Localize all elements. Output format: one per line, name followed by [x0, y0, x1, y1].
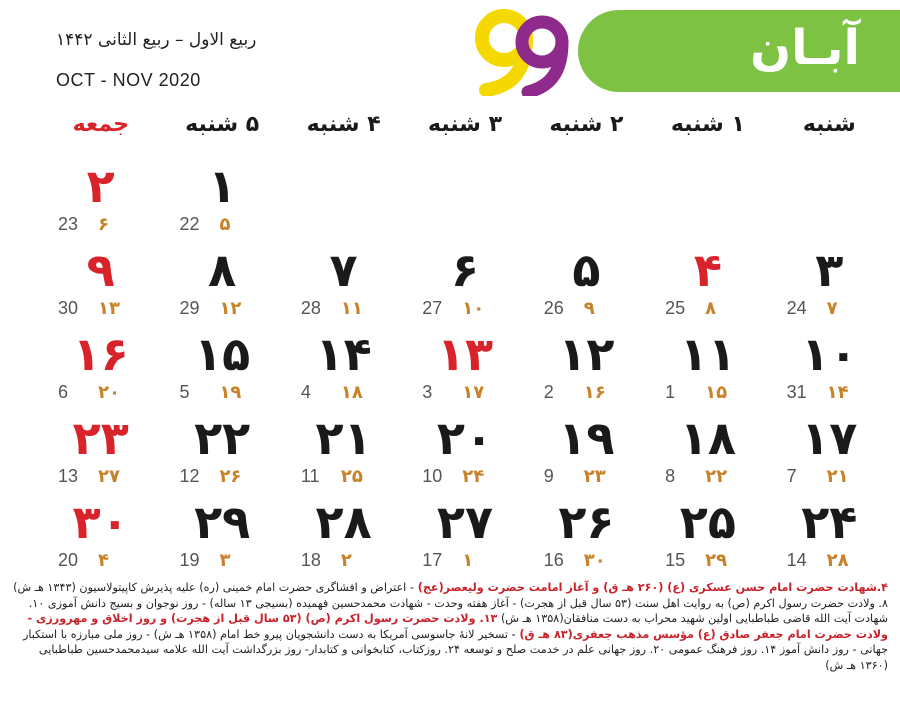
persian-day-number: ۱۱: [679, 327, 736, 381]
hijri-day-number: ۱: [462, 550, 474, 571]
hijri-day-number: ۲۰: [98, 382, 120, 403]
day-cell[interactable]: [40, 158, 161, 242]
persian-day-number: ۲۱: [315, 411, 372, 465]
day-cell[interactable]: [647, 410, 768, 494]
day-cell[interactable]: [161, 158, 282, 242]
hijri-day-number: ۲۷: [98, 466, 120, 487]
persian-day-number: ۲۴: [801, 495, 858, 549]
gregorian-day-number: 19: [179, 550, 200, 570]
persian-day-number: ۲۷: [436, 495, 494, 549]
event-text: - تسخیر لانهٔ جاسوسی آمریکا به دست دانشجویان پیرو خط امام (۱۳۵۸ هـ ش) - روز ملی مبارزه با استکبار جهانی - روز دانش آموز ۱۴. روز فرهنگ عمومی ۲۰. روز جهانی علم در خدمت صلح و توسعه ۲۴. روزکتاب، کتابخوانی و کتابدار- روز بزرگداشت آیت الله علامه سیدمحمدحسین طباطبایی (۱۳۶۰ هـ ش): [22, 627, 888, 672]
persian-day-number: ۲۹: [194, 495, 251, 549]
hijri-day-number: ۳۰: [583, 550, 606, 571]
persian-day-number: ۳۰: [72, 495, 129, 549]
gregorian-day-number: 13: [58, 466, 79, 486]
hijri-day-number: ۱۲: [219, 298, 242, 319]
day-cell[interactable]: [283, 410, 404, 494]
day-cell[interactable]: [769, 410, 890, 494]
gregorian-day-number: 24: [786, 298, 807, 318]
hijri-day-number: ۱۱: [340, 298, 363, 319]
day-cell[interactable]: [404, 494, 525, 578]
gregorian-day-number: 26: [543, 298, 564, 318]
hijri-day-number: ۲۴: [462, 466, 485, 487]
persian-day-number: ۱۹: [558, 411, 615, 465]
gregorian-day-number: 23: [58, 214, 79, 234]
weekday-6: جمعه: [72, 112, 129, 137]
day-cell[interactable]: [161, 410, 282, 494]
weekday-header: [40, 112, 890, 152]
gregorian-day-number: 15: [665, 550, 686, 570]
hijri-day-number: ۲: [340, 550, 352, 571]
hijri-day-number: ۲۳: [583, 466, 606, 487]
persian-day-number: ۴: [693, 243, 722, 297]
gregorian-day-number: 10: [422, 466, 443, 486]
hijri-day-number: ۱۵: [705, 382, 728, 403]
persian-day-number: ۱: [208, 159, 237, 213]
hijri-day-number: ۱۷: [462, 382, 485, 403]
hijri-day-number: ۲۶: [219, 466, 242, 487]
weekday-5: ۵ شنبه: [185, 112, 260, 137]
gregorian-day-number: 5: [179, 382, 190, 402]
gregorian-day-number: 27: [422, 298, 443, 318]
hijri-day-number: ۲۵: [340, 466, 363, 487]
day-cell[interactable]: [404, 410, 525, 494]
persian-day-number: ۱۲: [558, 327, 615, 381]
day-cell[interactable]: [647, 326, 768, 410]
gregorian-day-number: 3: [422, 382, 433, 402]
hijri-day-number: ۱۹: [219, 382, 242, 403]
weekday-2: ۲ شنبه: [549, 112, 624, 137]
hijri-day-number: ۲۸: [826, 550, 849, 571]
gregorian-day-number: 22: [179, 214, 200, 234]
gregorian-month-range: OCT - NOV 2020: [56, 70, 201, 90]
gregorian-day-number: 1: [665, 382, 676, 402]
day-cell[interactable]: [40, 494, 161, 578]
hijri-day-number: ۲۹: [705, 550, 728, 571]
hijri-day-number: ۲۱: [826, 466, 849, 487]
day-cell: [404, 158, 525, 242]
day-cell[interactable]: [404, 326, 525, 410]
persian-day-number: ۲۳: [72, 411, 129, 465]
persian-day-number: ۶: [450, 243, 480, 297]
day-cell[interactable]: [40, 326, 161, 410]
persian-day-number: ۱۳: [436, 327, 494, 381]
hijri-day-number: ۱۴: [826, 382, 849, 403]
persian-day-number: ۲۰: [436, 411, 494, 465]
persian-day-number: ۳: [815, 243, 844, 297]
day-cell[interactable]: [526, 242, 647, 326]
day-cell[interactable]: [283, 494, 404, 578]
day-cell[interactable]: [161, 494, 282, 578]
persian-day-number: ۹: [86, 243, 115, 297]
gregorian-day-number: 17: [422, 550, 443, 570]
persian-day-number: ۱۴: [315, 327, 372, 381]
day-cell[interactable]: [526, 326, 647, 410]
day-cell[interactable]: [161, 242, 282, 326]
day-cell[interactable]: [161, 326, 282, 410]
month-name: آبـان: [750, 20, 860, 76]
hijri-day-number: ۲۲: [705, 466, 728, 487]
gregorian-day-number: 6: [58, 382, 69, 402]
weekday-1: ۱ شنبه: [670, 112, 745, 137]
event-text: ۴.شهادت حضرت امام حسن عسکری (ع) (۲۶۰ هـ ق) و آغاز امامت حضرت ولیعصر(عج): [413, 581, 888, 594]
event-text: - اعتراض و افشاگری حضرت امام خمینی (ره) علیه پذیرش کاپیتولاسیون (۱۳۴۳ هـ ش) ۸. ولادت حضرت رسول اکرم (ص) به روایت اهل سنت (۵۳ سال قبل از هجرت) - آغاز هفته وحدت - شهادت محمدحسین فهمیده (بسیجی ۱۳ ساله) - روز نوجوان و بسیج دانش آموزی ۱۰. شهادت آیت الله قاضی طباطبایی اولین شهید محراب به دست منافقان(۱۳۵۸ هـ ش): [13, 581, 888, 626]
hijri-day-number: ۱۸: [340, 382, 363, 403]
event-text: ۱۳. ولادت حضرت رسول اکرم (ص) (۵۳ سال قبل از هجرت) و روز اخلاق و مهرورزی - ولادت حضرت امام جعفر صادق (ع) مؤسس مذهب جعفری(۸۳ هـ ق): [27, 612, 888, 641]
gregorian-day-number: 29: [179, 298, 200, 318]
day-cell[interactable]: [40, 410, 161, 494]
logo-purple-nine: [522, 22, 562, 92]
weekday-3: ۳ شنبه: [428, 112, 503, 137]
gregorian-day-number: 4: [300, 382, 311, 402]
hijri-day-number: ۱۰: [462, 298, 485, 319]
day-cell[interactable]: [526, 410, 647, 494]
day-cell[interactable]: [647, 494, 768, 578]
gregorian-day-number: 30: [58, 298, 79, 318]
persian-day-number: ۲: [86, 159, 115, 213]
gregorian-day-number: 28: [300, 298, 321, 318]
day-cell[interactable]: [647, 242, 768, 326]
gregorian-day-number: 20: [58, 550, 79, 570]
logo-99: [468, 6, 578, 96]
persian-day-number: ۲۸: [315, 495, 372, 549]
gregorian-day-number: 2: [543, 382, 554, 402]
persian-day-number: ۲۶: [558, 495, 615, 549]
gregorian-day-number: 12: [179, 466, 200, 486]
day-cell: [769, 158, 890, 242]
calendar-grid: [40, 158, 890, 578]
gregorian-day-number: 9: [543, 466, 554, 486]
logo-text: 99: [468, 6, 470, 7]
gregorian-day-number: 11: [300, 466, 320, 486]
hijri-day-number: ۷: [826, 298, 838, 319]
hijri-day-number: ۱۶: [583, 382, 606, 403]
persian-day-number: ۲۲: [194, 411, 251, 465]
gregorian-day-number: 14: [786, 550, 807, 570]
hijri-day-number: ۹: [583, 298, 595, 319]
hijri-day-number: ۳: [219, 550, 231, 571]
persian-day-number: ۱۶: [72, 327, 129, 381]
hijri-day-number: ۶: [98, 214, 109, 235]
day-cell[interactable]: [769, 326, 890, 410]
day-cell[interactable]: [40, 242, 161, 326]
day-cell[interactable]: [769, 242, 890, 326]
day-cell[interactable]: [283, 242, 404, 326]
day-cell: [283, 158, 404, 242]
day-cell[interactable]: [283, 326, 404, 410]
persian-day-number: ۱۷: [801, 411, 858, 465]
hijri-day-number: ۵: [219, 214, 231, 235]
day-cell[interactable]: [526, 494, 647, 578]
weekday-0: شنبه: [802, 112, 856, 137]
persian-day-number: ۸: [208, 243, 237, 297]
day-cell: [526, 158, 647, 242]
gregorian-day-number: 31: [786, 382, 807, 402]
day-cell[interactable]: [404, 242, 525, 326]
persian-day-number: ۵: [572, 243, 601, 297]
day-cell: [647, 158, 768, 242]
persian-day-number: ۱۸: [679, 411, 736, 465]
persian-day-number: ۱۵: [194, 327, 251, 381]
month-banner: [578, 10, 900, 92]
persian-day-number: ۷: [329, 243, 358, 297]
hijri-day-number: ۱۳: [98, 298, 120, 319]
weekday-4: ۴ شنبه: [306, 112, 381, 137]
hijri-day-number: ۸: [705, 298, 717, 319]
persian-day-number: ۲۵: [679, 495, 736, 549]
gregorian-day-number: 7: [786, 466, 797, 486]
events-list: [12, 580, 888, 712]
day-cell[interactable]: [769, 494, 890, 578]
gregorian-day-number: 16: [543, 550, 564, 570]
gregorian-day-number: 18: [300, 550, 321, 570]
persian-day-number: ۱۰: [801, 327, 858, 381]
hijri-day-number: ۴: [98, 550, 109, 571]
hijri-month-range: ربیع الاول – ربیع الثانی ۱۴۴۲: [56, 30, 257, 50]
gregorian-day-number: 25: [665, 298, 686, 318]
gregorian-day-number: 8: [665, 466, 676, 486]
